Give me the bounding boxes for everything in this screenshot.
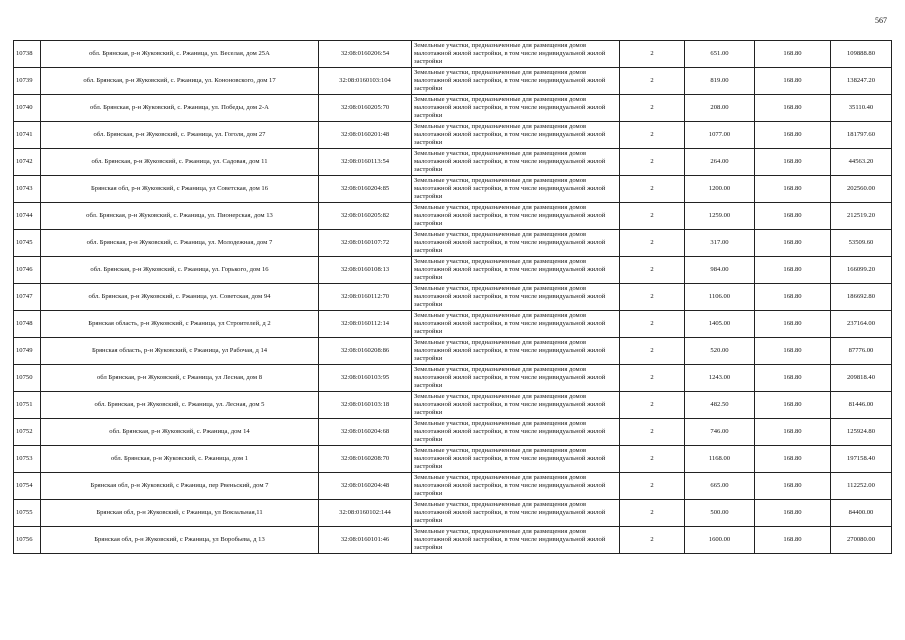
address-cell: обл. Брянская, р-н Жуковский, с. Ржаница, ул. Пионерская, дом 13	[41, 203, 319, 230]
land-use-cell: Земельные участки, предназначенные для размещения домов малоэтажной жилой застройки, в том числе индивидуальной жилой застройки	[412, 419, 620, 446]
cadastral-value-cell: 186692.80	[831, 284, 892, 311]
table-row	[14, 230, 892, 257]
row-number: 10754	[14, 473, 41, 500]
cadastral-number-cell: 32:08:0160201:48	[319, 122, 412, 149]
cadastral-number-cell: 32:08:0160103:104	[319, 68, 412, 95]
land-use-cell: Земельные участки, предназначенные для размещения домов малоэтажной жилой застройки, в том числе индивидуальной жилой застройки	[412, 230, 620, 257]
row-number: 10745	[14, 230, 41, 257]
land-use-cell: Земельные участки, предназначенные для размещения домов малоэтажной жилой застройки, в том числе индивидуальной жилой застройки	[412, 446, 620, 473]
address-cell: Брянская обл, р-н Жуковский, с Ржаница, ул Советская, дом 16	[41, 176, 319, 203]
category-cell: 2	[620, 230, 685, 257]
area-cell: 1200.00	[685, 176, 755, 203]
category-cell: 2	[620, 149, 685, 176]
row-number: 10750	[14, 365, 41, 392]
cadastral-value-cell: 87776.00	[831, 338, 892, 365]
category-cell: 2	[620, 500, 685, 527]
cadastral-value-cell: 81446.00	[831, 392, 892, 419]
table-row	[14, 365, 892, 392]
cadastral-number-cell: 32:08:0160113:54	[319, 149, 412, 176]
rate-cell: 168.80	[755, 149, 831, 176]
cadastral-value-cell: 197158.40	[831, 446, 892, 473]
cadastral-number-cell: 32:08:0160206:54	[319, 41, 412, 68]
cadastral-value-cell: 138247.20	[831, 68, 892, 95]
address-cell: обл. Брянская, р-н Жуковский, с. Ржаница, ул. Советская, дом 94	[41, 284, 319, 311]
cadastral-value-cell: 270080.00	[831, 527, 892, 554]
category-cell: 2	[620, 311, 685, 338]
address-cell: обл. Брянская, р-н Жуковский, с. Ржаница, ул. Веселая, дом 25А	[41, 41, 319, 68]
table-row	[14, 500, 892, 527]
area-cell: 746.00	[685, 419, 755, 446]
category-cell: 2	[620, 392, 685, 419]
area-cell: 665.00	[685, 473, 755, 500]
land-use-cell: Земельные участки, предназначенные для размещения домов малоэтажной жилой застройки, в том числе индивидуальной жилой застройки	[412, 500, 620, 527]
cadastral-value-cell: 84400.00	[831, 500, 892, 527]
category-cell: 2	[620, 41, 685, 68]
rate-cell: 168.80	[755, 230, 831, 257]
category-cell: 2	[620, 284, 685, 311]
table-row	[14, 149, 892, 176]
address-cell: обл. Брянская, р-н Жуковский, с. Ржаница, ул. Садовая, дом 11	[41, 149, 319, 176]
cadastral-number-cell: 32:08:0160112:14	[319, 311, 412, 338]
cadastral-value-cell: 35110.40	[831, 95, 892, 122]
row-number: 10747	[14, 284, 41, 311]
table-row	[14, 284, 892, 311]
page-number: 567	[875, 16, 887, 25]
area-cell: 208.00	[685, 95, 755, 122]
land-use-cell: Земельные участки, предназначенные для размещения домов малоэтажной жилой застройки, в том числе индивидуальной жилой застройки	[412, 149, 620, 176]
rate-cell: 168.80	[755, 68, 831, 95]
cadastral-number-cell: 32:08:0160103:95	[319, 365, 412, 392]
rate-cell: 168.80	[755, 311, 831, 338]
cadastral-number-cell: 32:08:0160103:18	[319, 392, 412, 419]
area-cell: 1106.00	[685, 284, 755, 311]
rate-cell: 168.80	[755, 446, 831, 473]
table-row	[14, 338, 892, 365]
rate-cell: 168.80	[755, 527, 831, 554]
cadastral-number-cell: 32:08:0160204:48	[319, 473, 412, 500]
area-cell: 1259.00	[685, 203, 755, 230]
category-cell: 2	[620, 203, 685, 230]
land-use-cell: Земельные участки, предназначенные для размещения домов малоэтажной жилой застройки, в том числе индивидуальной жилой застройки	[412, 41, 620, 68]
area-cell: 651.00	[685, 41, 755, 68]
category-cell: 2	[620, 122, 685, 149]
area-cell: 1243.00	[685, 365, 755, 392]
area-cell: 317.00	[685, 230, 755, 257]
row-number: 10743	[14, 176, 41, 203]
area-cell: 482.50	[685, 392, 755, 419]
row-number: 10749	[14, 338, 41, 365]
row-number: 10738	[14, 41, 41, 68]
address-cell: обл. Брянская, р-н Жуковский, с. Ржаница, дом 14	[41, 419, 319, 446]
cadastral-value-cell: 181797.60	[831, 122, 892, 149]
rate-cell: 168.80	[755, 284, 831, 311]
area-cell: 264.00	[685, 149, 755, 176]
rate-cell: 168.80	[755, 176, 831, 203]
category-cell: 2	[620, 95, 685, 122]
category-cell: 2	[620, 473, 685, 500]
row-number: 10740	[14, 95, 41, 122]
area-cell: 520.00	[685, 338, 755, 365]
cadastral-number-cell: 32:08:0160108:13	[319, 257, 412, 284]
table-row	[14, 257, 892, 284]
area-cell: 1168.00	[685, 446, 755, 473]
row-number: 10744	[14, 203, 41, 230]
address-cell: обл. Брянская, р-н Жуковский, с. Ржаница, ул. Горького, дом 16	[41, 257, 319, 284]
table-row	[14, 68, 892, 95]
cadastral-number-cell: 32:08:0160102:144	[319, 500, 412, 527]
cadastral-number-cell: 32:08:0160205:70	[319, 95, 412, 122]
cadastral-number-cell: 32:08:0160208:86	[319, 338, 412, 365]
cadastral-value-cell: 202560.00	[831, 176, 892, 203]
cadastral-value-cell: 53509.60	[831, 230, 892, 257]
address-cell: Брянская обл, р-н Жуковский, с Ржаница, ул Воробьева, д 13	[41, 527, 319, 554]
category-cell: 2	[620, 446, 685, 473]
address-cell: обл. Брянская, р-н Жуковский, с. Ржаница, ул. Кононовского, дом 17	[41, 68, 319, 95]
rate-cell: 168.80	[755, 365, 831, 392]
address-cell: Брянская обл, р-н Жуковский, с Ржаница, ул Вокзальная,11	[41, 500, 319, 527]
row-number: 10751	[14, 392, 41, 419]
land-use-cell: Земельные участки, предназначенные для размещения домов малоэтажной жилой застройки, в том числе индивидуальной жилой застройки	[412, 473, 620, 500]
cadastral-value-cell: 125924.80	[831, 419, 892, 446]
rate-cell: 168.80	[755, 257, 831, 284]
address-cell: обл. Брянская, р-н Жуковский, с. Ржаница, дом 1	[41, 446, 319, 473]
category-cell: 2	[620, 365, 685, 392]
address-cell: обл Брянская, р-н Жуковский, с Ржаница, ул Лесная, дом 8	[41, 365, 319, 392]
row-number: 10752	[14, 419, 41, 446]
table-row	[14, 419, 892, 446]
cadastral-number-cell: 32:08:0160101:46	[319, 527, 412, 554]
cadastral-value-cell: 44563.20	[831, 149, 892, 176]
rate-cell: 168.80	[755, 41, 831, 68]
address-cell: Брянская область, р-н Жуковский, с Ржаница, ул Рабочая, д 14	[41, 338, 319, 365]
cadastral-number-cell: 32:08:0160208:70	[319, 446, 412, 473]
cadastral-number-cell: 32:08:0160204:68	[319, 419, 412, 446]
land-use-cell: Земельные участки, предназначенные для размещения домов малоэтажной жилой застройки, в том числе индивидуальной жилой застройки	[412, 257, 620, 284]
row-number: 10753	[14, 446, 41, 473]
land-use-cell: Земельные участки, предназначенные для размещения домов малоэтажной жилой застройки, в том числе индивидуальной жилой застройки	[412, 338, 620, 365]
table-row	[14, 176, 892, 203]
category-cell: 2	[620, 257, 685, 284]
land-use-cell: Земельные участки, предназначенные для размещения домов малоэтажной жилой застройки, в том числе индивидуальной жилой застройки	[412, 527, 620, 554]
row-number: 10742	[14, 149, 41, 176]
cadastral-value-cell: 209818.40	[831, 365, 892, 392]
cadastral-value-cell: 109888.80	[831, 41, 892, 68]
area-cell: 500.00	[685, 500, 755, 527]
area-cell: 1600.00	[685, 527, 755, 554]
row-number: 10756	[14, 527, 41, 554]
address-cell: обл. Брянская, р-н Жуковский, с. Ржаница, ул. Победы, дом 2-А	[41, 95, 319, 122]
table-row	[14, 527, 892, 554]
rate-cell: 168.80	[755, 203, 831, 230]
table-row	[14, 203, 892, 230]
land-use-cell: Земельные участки, предназначенные для размещения домов малоэтажной жилой застройки, в том числе индивидуальной жилой застройки	[412, 365, 620, 392]
row-number: 10755	[14, 500, 41, 527]
category-cell: 2	[620, 419, 685, 446]
category-cell: 2	[620, 338, 685, 365]
cadastral-number-cell: 32:08:0160112:70	[319, 284, 412, 311]
address-cell: обл. Брянская, р-н Жуковский, с. Ржаница, ул. Молодежная, дом 7	[41, 230, 319, 257]
land-use-cell: Земельные участки, предназначенные для размещения домов малоэтажной жилой застройки, в том числе индивидуальной жилой застройки	[412, 203, 620, 230]
land-use-cell: Земельные участки, предназначенные для размещения домов малоэтажной жилой застройки, в том числе индивидуальной жилой застройки	[412, 122, 620, 149]
rate-cell: 168.80	[755, 95, 831, 122]
rate-cell: 168.80	[755, 122, 831, 149]
area-cell: 819.00	[685, 68, 755, 95]
table-row	[14, 446, 892, 473]
area-cell: 1405.00	[685, 311, 755, 338]
cadastral-value-cell: 212519.20	[831, 203, 892, 230]
table-row	[14, 95, 892, 122]
area-cell: 984.00	[685, 257, 755, 284]
land-use-cell: Земельные участки, предназначенные для размещения домов малоэтажной жилой застройки, в том числе индивидуальной жилой застройки	[412, 95, 620, 122]
table-row	[14, 122, 892, 149]
table-row	[14, 41, 892, 68]
address-cell: обл. Брянская, р-н Жуковский, с. Ржаница, ул. Гоголя, дом 27	[41, 122, 319, 149]
area-cell: 1077.00	[685, 122, 755, 149]
land-use-cell: Земельные участки, предназначенные для размещения домов малоэтажной жилой застройки, в том числе индивидуальной жилой застройки	[412, 176, 620, 203]
row-number: 10741	[14, 122, 41, 149]
cadastral-number-cell: 32:08:0160204:85	[319, 176, 412, 203]
address-cell: обл. Брянская, р-н Жуковский, с. Ржаница, ул. Лесная, дом 5	[41, 392, 319, 419]
row-number: 10746	[14, 257, 41, 284]
rate-cell: 168.80	[755, 500, 831, 527]
rate-cell: 168.80	[755, 473, 831, 500]
cadastral-value-cell: 166099.20	[831, 257, 892, 284]
rate-cell: 168.80	[755, 419, 831, 446]
address-cell: Брянская обл, р-н Жуковский, с Ржаница, пер Рвеньский, дом 7	[41, 473, 319, 500]
land-use-cell: Земельные участки, предназначенные для размещения домов малоэтажной жилой застройки, в том числе индивидуальной жилой застройки	[412, 284, 620, 311]
row-number: 10739	[14, 68, 41, 95]
category-cell: 2	[620, 527, 685, 554]
land-registry-table	[13, 40, 892, 554]
land-use-cell: Земельные участки, предназначенные для размещения домов малоэтажной жилой застройки, в том числе индивидуальной жилой застройки	[412, 68, 620, 95]
category-cell: 2	[620, 176, 685, 203]
rate-cell: 168.80	[755, 392, 831, 419]
table-row	[14, 311, 892, 338]
rate-cell: 168.80	[755, 338, 831, 365]
table-body	[14, 41, 892, 554]
table-row	[14, 473, 892, 500]
address-cell: Брянская область, р-н Жуковский, с Ржаница, ул Строителей, д 2	[41, 311, 319, 338]
category-cell: 2	[620, 68, 685, 95]
cadastral-value-cell: 112252.00	[831, 473, 892, 500]
cadastral-number-cell: 32:08:0160107:72	[319, 230, 412, 257]
land-use-cell: Земельные участки, предназначенные для размещения домов малоэтажной жилой застройки, в том числе индивидуальной жилой застройки	[412, 392, 620, 419]
cadastral-value-cell: 237164.00	[831, 311, 892, 338]
cadastral-number-cell: 32:08:0160205:82	[319, 203, 412, 230]
land-use-cell: Земельные участки, предназначенные для размещения домов малоэтажной жилой застройки, в том числе индивидуальной жилой застройки	[412, 311, 620, 338]
table-row	[14, 392, 892, 419]
row-number: 10748	[14, 311, 41, 338]
